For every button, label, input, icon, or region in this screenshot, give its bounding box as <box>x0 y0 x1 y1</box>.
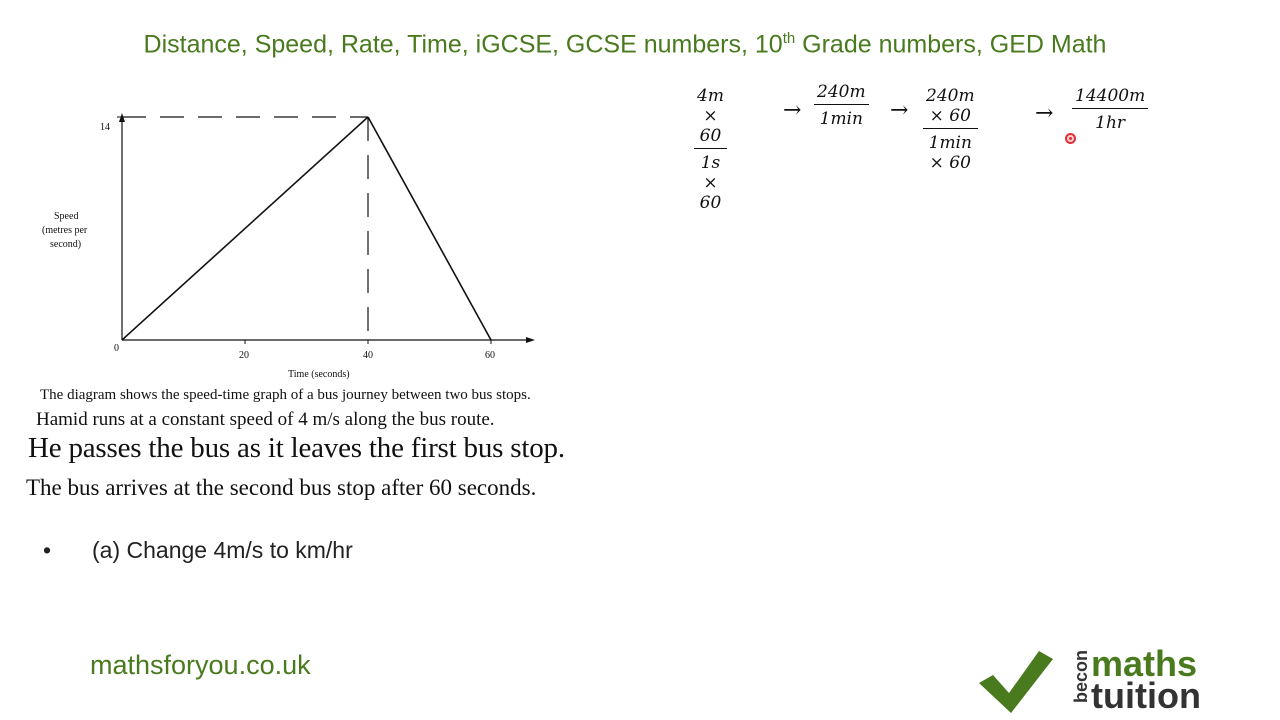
fraction-4-numerator: 14400m <box>1072 86 1148 109</box>
pointer-cursor-icon <box>1065 133 1076 144</box>
x-tick-label-20: 20 <box>239 350 249 361</box>
x-axis-arrowhead <box>526 337 535 343</box>
problem-line-3: He passes the bus as it leaves the first bus stop. <box>28 432 565 464</box>
title-superscript: th <box>782 30 796 47</box>
logo-maths: maths <box>1091 643 1198 684</box>
y-tick-label-14: 14 <box>100 122 110 133</box>
fraction-2 <box>814 82 869 129</box>
bullet-point: • <box>43 537 52 563</box>
website-link[interactable]: mathsforyou.co.uk <box>90 650 311 680</box>
x-tick-label-60: 60 <box>485 350 495 361</box>
fraction-2-denominator: 1min <box>819 109 863 129</box>
fraction-4-denominator: 1hr <box>1095 113 1126 133</box>
graph-segment-1 <box>122 117 368 340</box>
speed-time-graph <box>30 95 550 385</box>
problem-line-1: The diagram shows the speed-time graph of a bus journey between two bus stops. <box>40 387 531 403</box>
logo-tuition: tuition <box>1091 675 1201 716</box>
y-axis-label-line1: Speed <box>54 211 79 222</box>
fraction-3 <box>923 86 978 173</box>
fraction-4 <box>1072 86 1148 133</box>
title-main: Distance, Speed, Rate, Time, iGCSE, GCSE numbers, 10 <box>143 30 783 59</box>
fraction-3-denominator: 1min × 60 <box>928 133 972 173</box>
arrow-icon: → <box>783 98 802 123</box>
origin-label: 0 <box>114 343 119 354</box>
logo-becon: becon <box>1071 649 1091 703</box>
fraction-1 <box>694 86 727 213</box>
fraction-1-numerator: 4m × 60 <box>694 86 727 149</box>
graph-segment-2 <box>368 117 491 340</box>
fraction-1-denominator: 1s × 60 <box>699 153 722 213</box>
x-axis-label: Time (seconds) <box>288 369 350 380</box>
question-a: (a) Change 4m/s to km/hr <box>92 537 353 563</box>
page-title <box>0 30 1250 59</box>
x-tick-label-40: 40 <box>363 350 373 361</box>
title-rest: Grade numbers, GED Math <box>795 30 1107 59</box>
checkmark-logo-icon <box>975 645 1060 720</box>
arrow-icon: → <box>1035 101 1054 126</box>
logo <box>975 645 1235 720</box>
problem-line-4: The bus arrives at the second bus stop after 60 seconds. <box>26 475 537 500</box>
problem-line-2: Hamid runs at a constant speed of 4 m/s along the bus route. <box>36 409 495 430</box>
fraction-3-numerator: 240m × 60 <box>923 86 978 129</box>
y-axis-label-line2: (metres per <box>42 225 88 236</box>
fraction-2-numerator: 240m <box>814 82 869 105</box>
arrow-icon: → <box>890 98 909 123</box>
y-axis-label-line3: second) <box>50 239 82 250</box>
